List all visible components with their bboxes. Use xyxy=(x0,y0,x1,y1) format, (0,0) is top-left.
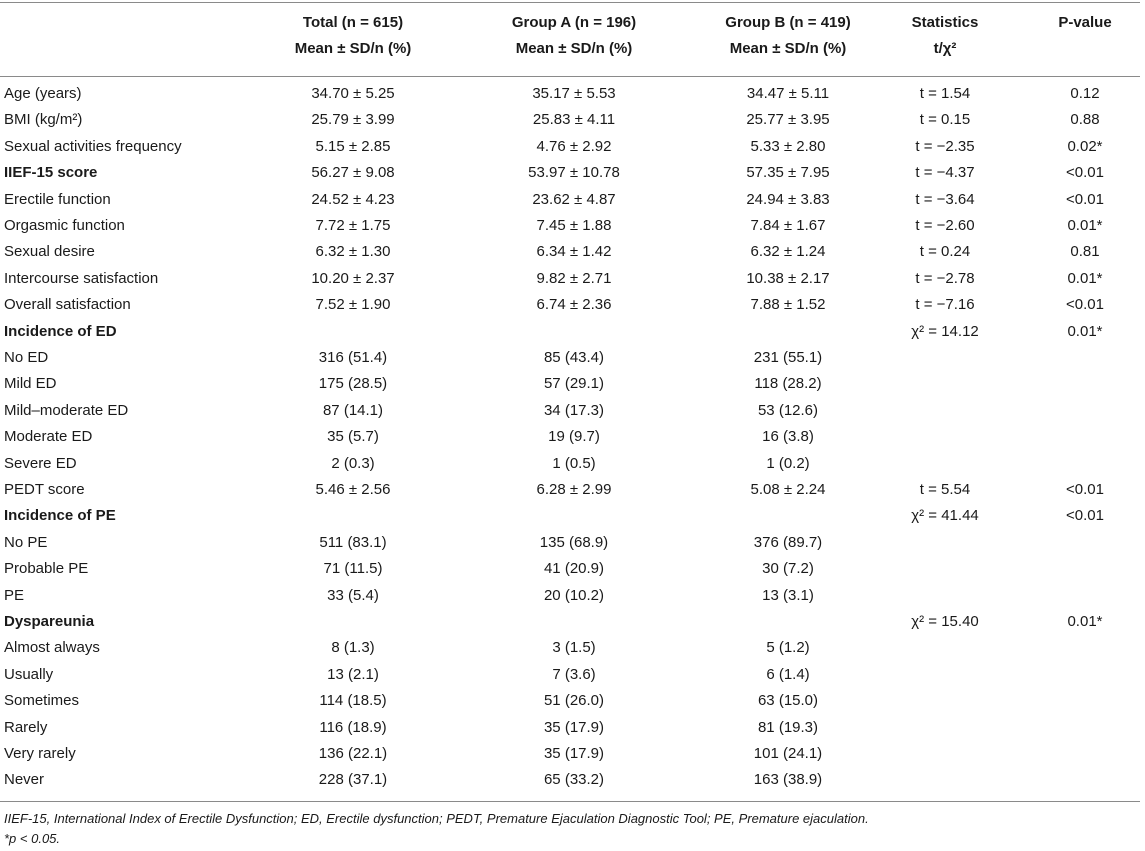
cell-group-b: 231 (55.1) xyxy=(753,349,823,366)
row-label: Erectile function xyxy=(4,190,111,208)
cell-pvalue: 0.01* xyxy=(1067,322,1103,340)
row-label: Age (years) xyxy=(4,85,82,102)
footnote-abbreviations: IIEF-15, International Index of Erectile Dysfunction; ED, Erectile dysfunction; PEDT, Premature Ejaculation Diagnostic Tool; PE, Premature ejaculation. xyxy=(4,811,869,826)
cell-group-a: 6.34 ± 1.42 xyxy=(536,243,612,261)
table-row xyxy=(0,266,1140,292)
row-label: No ED xyxy=(4,349,49,366)
table-row xyxy=(0,741,1140,767)
row-label: Almost always xyxy=(4,639,100,657)
cell-group-a: 1 (0.5) xyxy=(552,454,596,472)
cell-group-a: 6.28 ± 2.99 xyxy=(536,481,612,498)
cell-group-b: 63 (15.0) xyxy=(757,692,819,710)
table-row xyxy=(0,688,1140,714)
header-pvalue-line1: P-value xyxy=(1058,14,1112,31)
cell-group-b: 5.08 ± 2.24 xyxy=(750,481,826,498)
cell-group-b: 118 (28.2) xyxy=(754,375,822,393)
row-label: Moderate ED xyxy=(4,428,93,446)
cell-group-b: 57.35 ± 7.95 xyxy=(746,164,830,182)
cell-total: 10.20 ± 2.37 xyxy=(311,269,395,287)
cell-group-b: 101 (24.1) xyxy=(753,745,823,762)
cell-total: 2 (0.3) xyxy=(331,454,375,472)
cell-total: 8 (1.3) xyxy=(331,639,375,657)
row-label: Very rarely xyxy=(4,745,76,762)
table-row xyxy=(0,583,1140,609)
row-label: Probable PE xyxy=(4,560,89,578)
header-statistics-line1: Statistics xyxy=(911,14,979,31)
cell-group-b: 6 (1.4) xyxy=(766,665,810,683)
cell-total: 316 (51.4) xyxy=(318,349,388,366)
cell-total: 7.72 ± 1.75 xyxy=(315,217,391,234)
table-row xyxy=(0,319,1140,345)
table-row xyxy=(0,556,1140,582)
cell-total: 71 (11.5) xyxy=(323,560,383,578)
cell-total: 5.46 ± 2.56 xyxy=(315,481,391,498)
cell-group-b: 30 (7.2) xyxy=(762,560,814,578)
cell-pvalue: <0.01 xyxy=(1066,190,1104,208)
table-row xyxy=(0,530,1140,556)
table-row xyxy=(0,160,1140,186)
table-row xyxy=(0,635,1140,661)
row-label: Overall satisfaction xyxy=(4,296,131,314)
header-total-line2: Mean ± SD/n (%) xyxy=(294,40,412,57)
header-group-b-line2: Mean ± SD/n (%) xyxy=(729,40,847,57)
cell-total: 35 (5.7) xyxy=(327,428,379,446)
cell-group-b: 7.84 ± 1.67 xyxy=(750,217,826,234)
cell-group-a: 4.76 ± 2.92 xyxy=(536,137,612,155)
cell-pvalue: 0.01* xyxy=(1067,269,1103,287)
row-label: Mild ED xyxy=(4,375,57,393)
row-label: PEDT score xyxy=(4,481,85,498)
cell-statistic: t = −7.16 xyxy=(915,296,975,314)
table-header-rule xyxy=(0,76,1140,77)
cell-group-a: 9.82 ± 2.71 xyxy=(536,269,612,287)
row-label: Usually xyxy=(4,665,54,683)
header-total xyxy=(263,10,443,62)
cell-group-a: 53.97 ± 10.78 xyxy=(528,164,620,182)
table-row xyxy=(0,477,1140,503)
cell-group-b: 163 (38.9) xyxy=(753,771,823,789)
table-row xyxy=(0,609,1140,635)
cell-total: 114 (18.5) xyxy=(319,692,387,710)
cell-group-a: 57 (29.1) xyxy=(543,375,605,393)
cell-statistic: χ² = 15.40 xyxy=(911,613,979,630)
table-row xyxy=(0,371,1140,397)
cell-group-b: 13 (3.1) xyxy=(762,586,814,604)
row-label: PE xyxy=(4,586,25,604)
cell-group-a: 35 (17.9) xyxy=(543,718,605,736)
cell-total: 87 (14.1) xyxy=(322,401,384,419)
cell-total: 116 (18.9) xyxy=(319,718,387,736)
header-total-line1: Total (n = 615) xyxy=(302,14,404,31)
cell-pvalue: <0.01 xyxy=(1066,481,1104,498)
cell-group-a: 7 (3.6) xyxy=(552,665,596,683)
table-row xyxy=(0,239,1140,265)
cell-statistic: t = −3.64 xyxy=(915,190,975,208)
cell-statistic: t = 0.24 xyxy=(919,243,971,261)
cell-pvalue: <0.01 xyxy=(1066,164,1104,182)
header-statistics xyxy=(870,10,1020,62)
cell-pvalue: 0.01* xyxy=(1067,613,1103,630)
cell-group-b: 25.77 ± 3.95 xyxy=(746,111,830,129)
cell-pvalue: 0.02* xyxy=(1067,137,1103,155)
header-pvalue xyxy=(1030,10,1140,36)
cell-pvalue: <0.01 xyxy=(1066,507,1104,525)
table-row xyxy=(0,767,1140,793)
cell-group-a: 65 (33.2) xyxy=(543,771,605,789)
table-row xyxy=(0,292,1140,318)
cell-total: 56.27 ± 9.08 xyxy=(311,164,395,182)
table-row xyxy=(0,503,1140,529)
cell-group-a: 51 (26.0) xyxy=(543,692,605,710)
cell-group-b: 53 (12.6) xyxy=(757,401,819,419)
row-label: No PE xyxy=(4,533,48,551)
cell-total: 175 (28.5) xyxy=(318,375,388,393)
cell-group-b: 10.38 ± 2.17 xyxy=(746,269,830,287)
row-label: Incidence of ED xyxy=(4,322,117,340)
table-row xyxy=(0,107,1140,133)
cell-total: 24.52 ± 4.23 xyxy=(311,190,395,208)
cell-group-a: 19 (9.7) xyxy=(548,428,600,446)
cell-statistic: t = −2.35 xyxy=(915,137,975,155)
cell-total: 136 (22.1) xyxy=(318,745,388,762)
cell-group-a: 20 (10.2) xyxy=(543,586,605,604)
cell-statistic: t = 0.15 xyxy=(919,111,971,129)
cell-total: 25.79 ± 3.99 xyxy=(311,111,395,129)
row-label: Dyspareunia xyxy=(4,613,95,630)
table-top-rule xyxy=(0,2,1140,3)
row-label: Sometimes xyxy=(4,692,80,710)
cell-group-b: 5 (1.2) xyxy=(766,639,810,657)
cell-group-b: 1 (0.2) xyxy=(766,454,810,472)
row-label: Rarely xyxy=(4,718,48,736)
header-group-b xyxy=(698,10,878,62)
footnote-significance: *p < 0.05. xyxy=(4,831,61,846)
cell-group-b: 7.88 ± 1.52 xyxy=(750,296,826,314)
cell-group-b: 16 (3.8) xyxy=(762,428,814,446)
cell-statistic: t = −4.37 xyxy=(915,164,975,182)
header-statistics-line2: t/χ² xyxy=(933,40,957,57)
cell-total: 34.70 ± 5.25 xyxy=(311,85,395,102)
cell-group-a: 135 (68.9) xyxy=(539,533,609,551)
cell-group-a: 34 (17.3) xyxy=(543,401,605,419)
header-group-b-line1: Group B (n = 419) xyxy=(725,14,851,31)
cell-total: 6.32 ± 1.30 xyxy=(315,243,391,261)
cell-total: 5.15 ± 2.85 xyxy=(315,137,391,155)
row-label: Sexual desire xyxy=(4,243,95,261)
cell-total: 7.52 ± 1.90 xyxy=(315,296,391,314)
row-label: Never xyxy=(4,771,45,789)
cell-pvalue: 0.81 xyxy=(1070,243,1100,261)
header-group-a-line1: Group A (n = 196) xyxy=(511,14,637,31)
cell-statistic: χ² = 41.44 xyxy=(911,507,979,525)
table-row xyxy=(0,398,1140,424)
cell-group-a: 6.74 ± 2.36 xyxy=(536,296,612,314)
cell-group-a: 35 (17.9) xyxy=(543,745,605,762)
row-label: Mild–moderate ED xyxy=(4,401,129,419)
cell-statistic: χ² = 14.12 xyxy=(911,322,979,340)
row-label: Incidence of PE xyxy=(4,507,116,525)
row-label: BMI (kg/m²) xyxy=(4,111,83,129)
header-group-a xyxy=(484,10,664,62)
cell-group-a: 7.45 ± 1.88 xyxy=(536,217,612,234)
cell-group-a: 3 (1.5) xyxy=(552,639,596,657)
cell-group-a: 23.62 ± 4.87 xyxy=(532,190,616,208)
table-row xyxy=(0,662,1140,688)
row-label: IIEF-15 score xyxy=(4,164,98,182)
cell-pvalue: 0.01* xyxy=(1067,217,1103,234)
cell-total: 511 (83.1) xyxy=(319,533,387,551)
cell-statistic: t = 1.54 xyxy=(919,85,971,102)
table-row xyxy=(0,345,1140,371)
cell-group-b: 376 (89.7) xyxy=(753,533,823,551)
cell-group-a: 25.83 ± 4.11 xyxy=(532,111,616,129)
row-label: Severe ED xyxy=(4,454,77,472)
row-label: Intercourse satisfaction xyxy=(4,269,159,287)
table-row xyxy=(0,424,1140,450)
cell-statistic: t = −2.78 xyxy=(915,269,975,287)
cell-group-a: 35.17 ± 5.53 xyxy=(532,85,616,102)
cell-group-b: 6.32 ± 1.24 xyxy=(750,243,826,261)
cell-statistic: t = 5.54 xyxy=(919,481,971,498)
cell-pvalue: <0.01 xyxy=(1066,296,1104,314)
cell-total: 228 (37.1) xyxy=(318,771,388,789)
table-row xyxy=(0,213,1140,239)
row-label: Sexual activities frequency xyxy=(4,137,182,155)
cell-pvalue: 0.12 xyxy=(1070,85,1100,102)
cell-group-a: 85 (43.4) xyxy=(543,349,605,366)
cell-group-b: 24.94 ± 3.83 xyxy=(746,190,830,208)
cell-group-b: 5.33 ± 2.80 xyxy=(750,137,826,155)
table-row xyxy=(0,715,1140,741)
cell-group-a: 41 (20.9) xyxy=(543,560,605,578)
cell-total: 33 (5.4) xyxy=(327,586,379,604)
table-row xyxy=(0,134,1140,160)
cell-group-b: 81 (19.3) xyxy=(757,718,819,736)
table-row xyxy=(0,81,1140,107)
cell-pvalue: 0.88 xyxy=(1070,111,1100,129)
cell-group-b: 34.47 ± 5.11 xyxy=(746,85,830,102)
table-row xyxy=(0,187,1140,213)
table-row xyxy=(0,451,1140,477)
row-label: Orgasmic function xyxy=(4,217,125,234)
cell-total: 13 (2.1) xyxy=(327,665,379,683)
table-bottom-rule xyxy=(0,801,1140,802)
header-group-a-line2: Mean ± SD/n (%) xyxy=(515,40,633,57)
cell-statistic: t = −2.60 xyxy=(915,217,975,234)
